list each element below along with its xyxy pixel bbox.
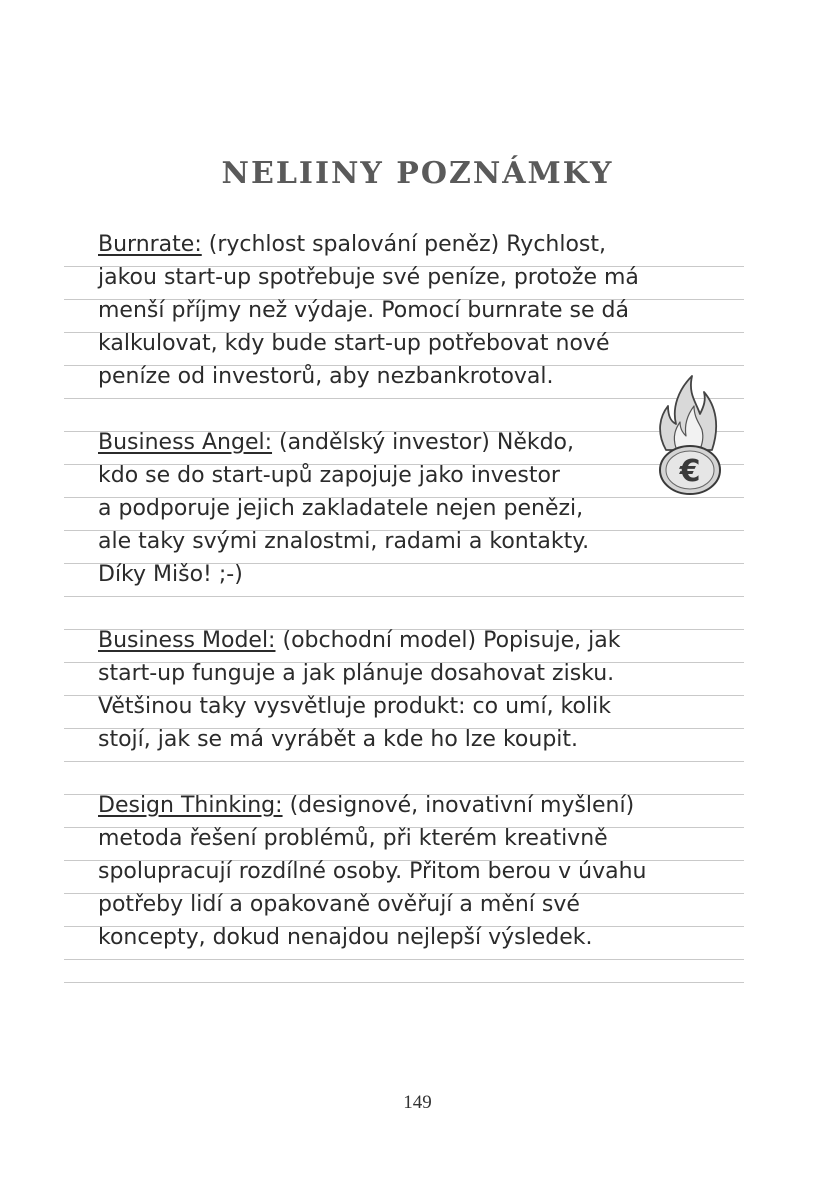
entry-line: kdo se do start-upů zapojuje jako investor (98, 463, 560, 488)
ruled-line (64, 596, 744, 597)
entry-line: potřeby lidí a opakovaně ověřují a mění své (98, 892, 580, 917)
entry-line: menší příjmy než výdaje. Pomocí burnrate se dá (98, 298, 629, 323)
entry-text: (andělský investor) Někdo, (279, 430, 575, 455)
ruled-line (64, 398, 744, 399)
entry-line (98, 426, 738, 459)
entry-text: (obchodní model) Popisuje, jak (282, 628, 621, 653)
glossary-entry-burnrate (98, 228, 738, 393)
glossary-entry-business-angel (98, 426, 738, 591)
page-title: NELIINY POZNÁMKY (221, 156, 614, 191)
ruled-line (64, 982, 744, 983)
entry-line: Díky Mišo! ;-) (98, 562, 243, 587)
burning-euro-icon (652, 372, 724, 500)
entry-line: spolupracují rozdílné osoby. Přitom berou v úvahu (98, 859, 647, 884)
page-number: 149 (403, 1092, 432, 1113)
entry-line (98, 228, 738, 261)
glossary-term: Business Model: (98, 628, 276, 653)
entry-text: (designové, inovativní myšlení) (289, 793, 635, 818)
glossary-term: Design Thinking: (98, 793, 283, 818)
entry-line: peníze od investorů, aby nezbankrotoval. (98, 364, 554, 389)
entry-line: koncepty, dokud nenajdou nejlepší výsledek. (98, 925, 593, 950)
entry-line (98, 789, 738, 822)
ruled-line (64, 959, 744, 960)
entry-line: stojí, jak se má vyrábět a kde ho lze koupit. (98, 727, 579, 752)
entry-text: (rychlost spalování peněz) Rychlost, (208, 232, 607, 257)
entry-line: start-up funguje a jak plánuje dosahovat zisku. (98, 661, 615, 686)
glossary-term: Burnrate: (98, 232, 202, 257)
glossary-term: Business Angel: (98, 430, 273, 455)
euro-symbol: € (679, 454, 701, 489)
glossary-entry-design-thinking (98, 789, 738, 954)
entry-line: jakou start-up spotřebuje své peníze, protože má (98, 265, 639, 290)
entry-line: ale taky svými znalostmi, radami a kontakty. (98, 529, 590, 554)
entry-line: a podporuje jejich zakladatele nejen penězi, (98, 496, 584, 521)
entry-line (98, 624, 738, 657)
entry-line: Většinou taky vysvětluje produkt: co umí, kolik (98, 694, 611, 719)
ruled-line (64, 761, 744, 762)
entry-line: metoda řešení problémů, při kterém kreativně (98, 826, 608, 851)
glossary-entry-business-model (98, 624, 738, 756)
entry-line: kalkulovat, kdy bude start-up potřebovat nové (98, 331, 610, 356)
burning-euro-drawing (652, 372, 724, 500)
